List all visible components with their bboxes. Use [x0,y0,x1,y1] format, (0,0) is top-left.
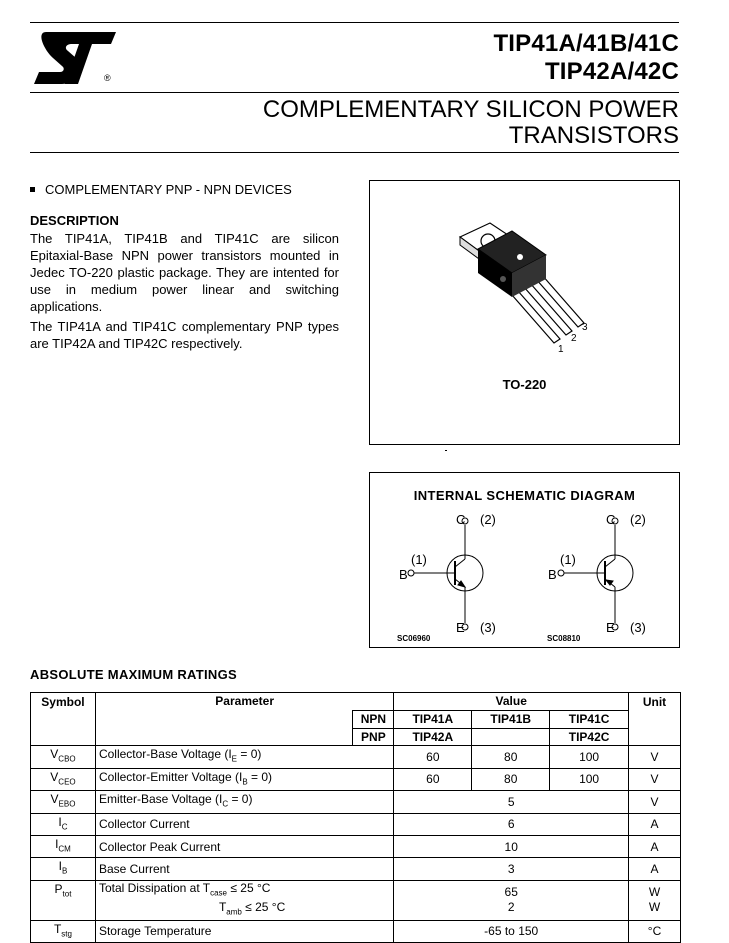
subtitle-rule [30,152,679,153]
stray-dot [445,450,447,451]
col-unit: Unit [629,693,681,711]
registered-mark: ® [104,73,111,83]
to220-package-icon [450,219,600,359]
npn-base-label: B [399,567,408,582]
npn-emitter-label: E [456,620,465,635]
subtitle-line2: TRANSISTORS [508,122,679,149]
npn-part: TIP41C [550,710,629,728]
pnp-collector-label: C [606,512,616,527]
pnp-part: TIP42C [550,728,629,746]
npn-base-pin: (1) [411,552,427,567]
bullet-square-icon [30,187,35,192]
pin-3-label: 3 [582,322,588,333]
npn-emitter-pin: (3) [480,620,496,635]
description-paragraph-1: The TIP41A, TIP41B and TIP41C are silicon Epitaxial-Base NPN power transistors mounted in Jedec TO-220 plastic package. They are intented for use in medium power linear and switching applications. [30,231,339,314]
pnp-drawing-code: SC08810 [547,634,581,643]
pnp-parts-row [31,728,681,746]
ratings-heading: ABSOLUTE MAXIMUM RATINGS [30,667,238,682]
description-paragraph-2: The TIP41A and TIP41C complementary PNP types are TIP42A and TIP42C respectively. [30,319,339,351]
pin-1-label: 1 [558,344,564,355]
pnp-part: TIP42A [394,728,472,746]
part-numbers-line1: TIP41A/41B/41C [493,30,679,57]
package-box [369,180,680,445]
pnp-collector-pin: (2) [630,512,646,527]
pnp-base-pin: (1) [560,552,576,567]
table-header-row [31,693,681,711]
package-label: TO-220 [502,377,547,392]
pnp-label: PNP [353,728,394,746]
feature-bullet [30,182,292,197]
npn-part: TIP41A [394,710,472,728]
schematic-box [369,472,680,648]
npn-label: NPN [353,710,394,728]
col-value: Value [394,693,629,711]
npn-part: TIP41B [472,710,550,728]
pnp-base-label: B [548,567,557,582]
schematic-title: INTERNAL SCHEMATIC DIAGRAM [413,488,636,503]
table-row: $V_{CEO}$ Collector-Emitter Voltage $(I_B = 0)$ 60 80 100 V [31,768,681,790]
table-row: $I_{CM}$ Collector Peak Current 10 A [31,835,681,857]
table-row: $I_C$ Collector Current 6 A [31,813,681,835]
col-parameter: Parameter [95,693,393,711]
header-rule [30,92,679,93]
pnp-emitter-pin: (3) [630,620,646,635]
npn-drawing-code: SC06960 [397,634,431,643]
pnp-part [472,728,550,746]
npn-parts-row [31,710,681,728]
table-row: $V_{EBO}$ Emitter-Base Voltage $(I_C = 0)$ 5 V [31,791,681,813]
table-row: $V_{CBO}$ Collector-Base Voltage $(I_E = 0)$ 60 80 100 V [31,746,681,768]
pnp-emitter-label: E [606,620,615,635]
pin-2-label: 2 [571,333,577,344]
ratings-table [30,692,681,943]
table-row-ptot: $P_{tot}$ Total Dissipation at $T_{case} \le 25$ °C $T_{amb} \le 25$ °C 65 2 W W [31,880,681,920]
npn-collector-label: C [456,512,466,527]
table-row: $T_{stg}$ Storage Temperature -65 to 150 °C [31,920,681,942]
npn-collector-pin: (2) [480,512,496,527]
top-rule [30,22,679,23]
description-heading: DESCRIPTION [30,213,119,228]
part-numbers-line2: TIP42A/42C [544,58,679,85]
subtitle-line1: COMPLEMENTARY SILICON POWER [262,96,679,123]
feature-text: COMPLEMENTARY PNP - NPN DEVICES [45,182,292,197]
col-symbol: Symbol [31,693,96,711]
table-row: $I_B$ Base Current 3 A [31,858,681,880]
